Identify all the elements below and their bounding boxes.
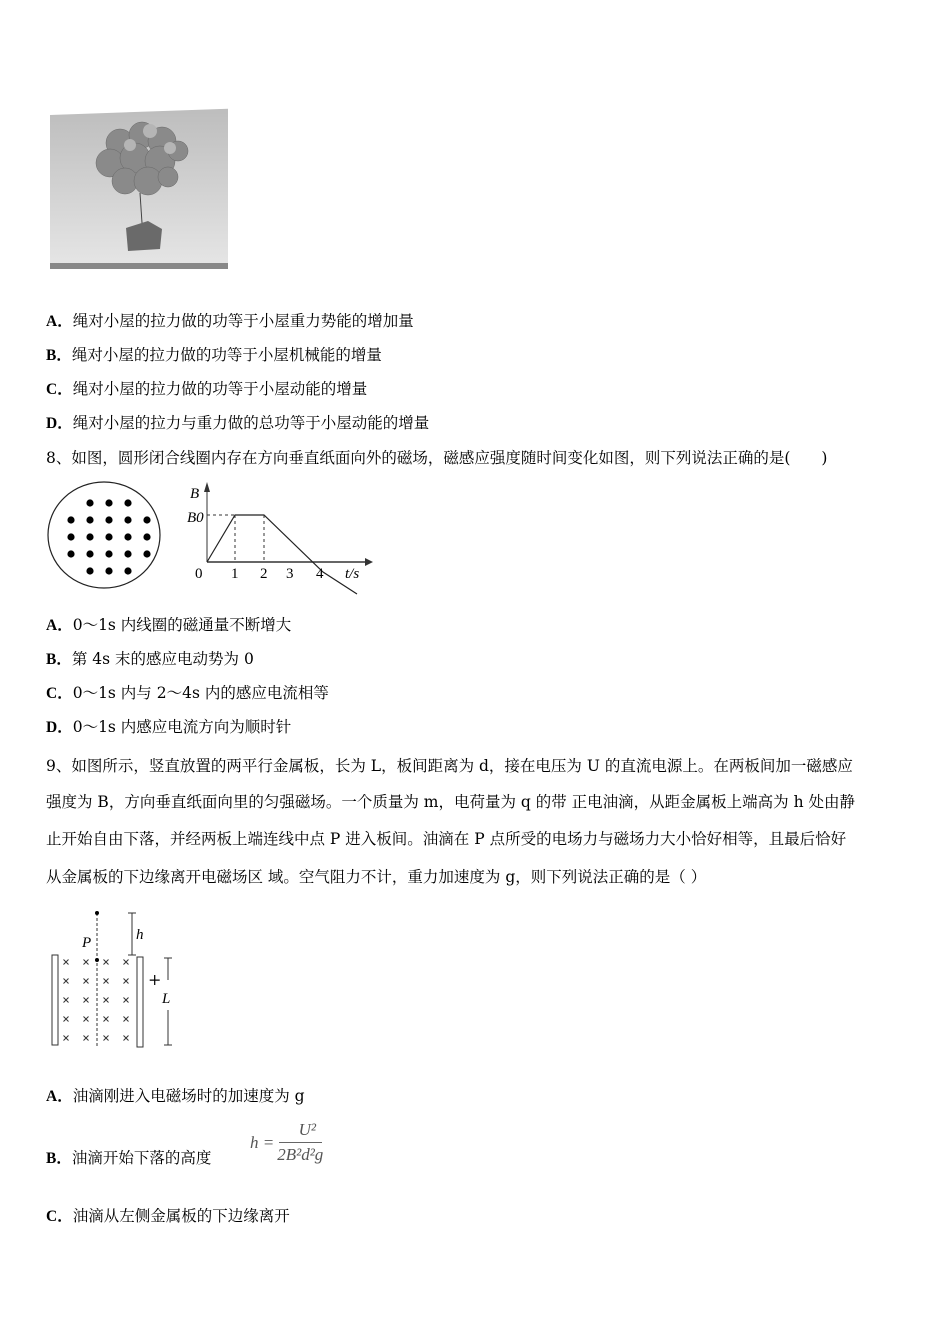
field-cross [124, 960, 129, 965]
field-cross [64, 998, 69, 1003]
field-cross [84, 1017, 89, 1022]
q9-plates-figure [44, 905, 194, 1055]
field-cross [124, 998, 129, 1003]
field-cross [64, 979, 69, 984]
balloon-house-photo [50, 103, 228, 278]
field-cross [104, 1017, 109, 1022]
q8-coil-figure [44, 478, 194, 593]
graph-x-tick: 2 [260, 566, 268, 582]
field-dot [86, 533, 93, 540]
q9-stem-line: 从金属板的下边缘离开电磁场区 域。空气阻力不计，重力加速度为 g，则下列说法正确的是（ ） [46, 868, 707, 886]
graph-x-tick: 1 [231, 566, 239, 582]
q9-stem-line: 强度为 B，方向垂直纸面向里的匀强磁场。一个质量为 m，电荷量为 q 的带 正电油滴，从距金属板上端高为 h 处由静 [46, 793, 855, 811]
height-formula: h = $\frac{\text{U²}}{\text{2B²d²g}}$ [250, 1120, 324, 1164]
field-dot [124, 550, 131, 557]
graph-y-label: B [190, 486, 200, 502]
field-cross [124, 979, 129, 984]
field-cross [104, 979, 109, 984]
field-dot [86, 516, 93, 523]
field-dot [143, 533, 150, 540]
q8-option-c[interactable]: C．0～1s 内与 2～4s 内的感应电流相等 [46, 684, 329, 702]
field-dot [124, 499, 131, 506]
q9-option-a[interactable]: A．油滴刚进入电磁场时的加速度为 g [46, 1087, 305, 1105]
field-dot [124, 516, 131, 523]
graph-y-tick-b0: B0 [187, 510, 204, 526]
field-dot [124, 567, 131, 574]
field-dot [105, 516, 112, 523]
field-dot [105, 533, 112, 540]
field-cross [84, 960, 89, 965]
p-label: P [82, 935, 92, 951]
l-label: L [162, 991, 171, 1007]
graph-x-tick: 3 [286, 566, 294, 582]
field-dot [86, 550, 93, 557]
field-cross [104, 960, 109, 965]
graph-x-label: t/s [345, 566, 360, 582]
field-cross [104, 1036, 109, 1041]
field-dot [67, 533, 74, 540]
q8-option-b[interactable]: B．第 4s 末的感应电动势为 0 [46, 650, 254, 668]
q7-option-b[interactable]: B．绳对小屋的拉力做的功等于小屋机械能的增量 [46, 346, 382, 364]
field-dot [67, 550, 74, 557]
h-label: h [136, 927, 144, 943]
field-cross [84, 998, 89, 1003]
q7-option-a[interactable]: A．绳对小屋的拉力做的功等于小屋重力势能的增加量 [46, 312, 414, 330]
q9-stem-line: 9、如图所示，竖直放置的两平行金属板，长为 L，板间距离为 d，接在电压为 U 的直流电源上。在两板间加一磁感应 [46, 757, 853, 775]
field-cross [64, 1017, 69, 1022]
field-cross [64, 1036, 69, 1041]
field-dot [86, 499, 93, 506]
field-cross [84, 1036, 89, 1041]
q9-stem-line: 止开始自由下落，并经两板上端连线中点 P 进入板间。油滴在 P 点所受的电场力与磁场力大小恰好相等，且最后恰好 [46, 830, 847, 848]
plus-sign: + [148, 970, 162, 989]
field-dot [105, 499, 112, 506]
q7-option-c[interactable]: C．绳对小屋的拉力做的功等于小屋动能的增量 [46, 380, 368, 398]
field-dot [105, 567, 112, 574]
graph-x-tick: 0 [195, 566, 203, 582]
field-dot [105, 550, 112, 557]
q8-b-t-graph [185, 478, 375, 596]
field-cross [124, 1036, 129, 1041]
field-dot [124, 533, 131, 540]
field-cross [124, 1017, 129, 1022]
q8-option-d[interactable]: D．0～1s 内感应电流方向为顺时针 [46, 718, 292, 736]
q9-option-c[interactable]: C．油滴从左侧金属板的下边缘离开 [46, 1207, 290, 1225]
field-dot [67, 516, 74, 523]
field-cross [104, 998, 109, 1003]
field-cross [64, 960, 69, 965]
q8-option-a[interactable]: A．0～1s 内线圈的磁通量不断增大 [46, 616, 292, 634]
q7-option-d[interactable]: D．绳对小屋的拉力与重力做的总功等于小屋动能的增量 [46, 414, 430, 432]
field-dot [86, 567, 93, 574]
field-dot [143, 550, 150, 557]
field-cross [84, 979, 89, 984]
field-dot [143, 516, 150, 523]
q9-option-b[interactable]: B．油滴开始下落的高度 [46, 1149, 212, 1167]
q8-stem: 8、如图，圆形闭合线圈内存在方向垂直纸面向外的磁场，磁感应强度随时间变化如图，则下列说法正确的是( ) [46, 449, 828, 467]
graph-x-tick: 4 [316, 566, 324, 582]
